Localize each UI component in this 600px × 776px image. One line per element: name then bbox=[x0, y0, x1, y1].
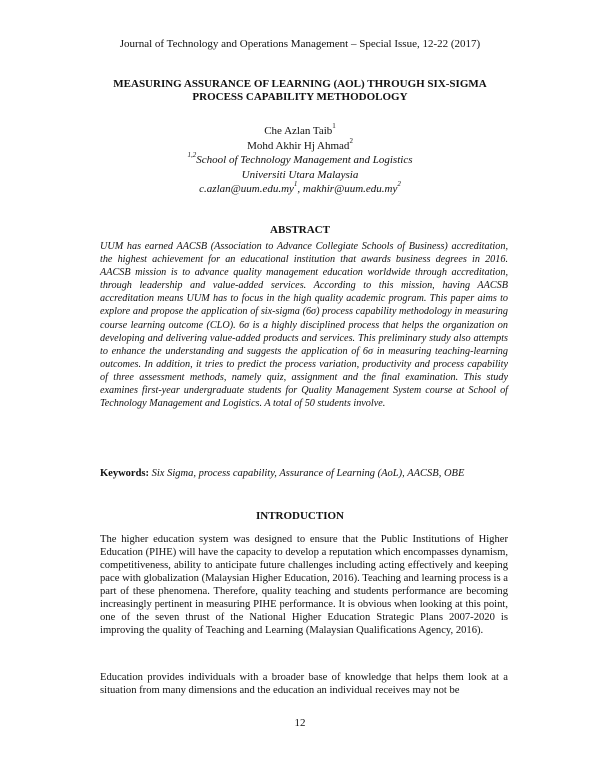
email-1[interactable]: c.azlan@uum.edu.my bbox=[199, 183, 294, 195]
emails bbox=[0, 182, 600, 197]
abstract-heading: ABSTRACT bbox=[270, 224, 330, 236]
author-block bbox=[0, 124, 600, 197]
paper-title: MEASURING ASSURANCE OF LEARNING (AOL) THROUGH SIX-SIGMA PROCESS CAPABILITY METHODOLOGY bbox=[113, 78, 487, 103]
affiliation-text: School of Technology Management and Logistics bbox=[196, 154, 413, 166]
email-2-sup: 2 bbox=[397, 180, 401, 189]
affiliation bbox=[0, 153, 600, 168]
author-1-name: Che Azlan Taib bbox=[264, 125, 333, 137]
keywords-label: Keywords: bbox=[100, 468, 149, 479]
author-1-sup: 1 bbox=[332, 122, 336, 131]
university: Universiti Utara Malaysia bbox=[241, 168, 359, 181]
email-1-sup: 1 bbox=[293, 180, 298, 189]
journal-header: Journal of Technology and Operations Management – Special Issue, 12-22 (2017) bbox=[119, 38, 481, 50]
page-number: 12 bbox=[294, 717, 306, 729]
keywords-value: Six Sigma, process capability, Assurance of Learning (AoL), AACSB, OBE bbox=[151, 468, 465, 479]
introduction-paragraph-2: Education provides individuals with a broader base of knowledge that helps them look at a situation from many dimensions and the education an individual receives may not be bbox=[100, 672, 508, 697]
author-2 bbox=[0, 136, 600, 154]
author-1 bbox=[0, 124, 600, 139]
introduction-paragraph-1: The higher education system was designed to ensure that the Public Institutions of Higher Education (PIHE) will have the capacity to develop a reputation which encompasses dynamism, competitiveness, ability to anticipate future challenges including acting effectively and keeping pace with globalization (Malaysian Higher Education, 2016). Teaching and learning process is a part of these phenomena. Therefore, quality teaching and students performance are becoming increasingly pertinent in measuring PIHE performance. It is obvious when looking at this point, one of the seven thrust of the National Higher Education Strategic Plans 2007-2020 is improving the quality of Teaching and Learning (Malaysian Qualifications Agency, 2016). bbox=[100, 534, 508, 637]
abstract-text: UUM has earned AACSB (Association to Advance Collegiate Schools of Business) accreditation, the highest achievement for an educational institution that awards business degrees in 2016. AACSB mission is to advance quality management education worldwide through accreditation, through leadership and value-added services. According to this mission, having AACSB accreditation means UUM has to focus in the high quality academic program. This paper aims to explore and propose the application of six-sigma (6σ) process capability methodology in measuring course learning outcome (CLO). 6σ is a highly disciplined process that helps the organization on developing and delivering value-added products and services. This preliminary study also attempts to enhance the understanding and suggests the application of 6σ in measuring teaching-learning outcomes. In addition, it tries to predict the process variation, productivity and process capability of three assessment methods, namely quiz, assignment and the final examination. This study examines first-year undergraduate students for Quality Management System course at School of Technology Management and Logistics. A total of 50 students involve. bbox=[100, 241, 508, 410]
affiliation-sup: 1,2 bbox=[187, 151, 197, 160]
email-2[interactable]: makhir@uum.edu.my bbox=[302, 183, 398, 195]
author-2-sup: 2 bbox=[349, 136, 353, 145]
introduction-heading: INTRODUCTION bbox=[255, 510, 344, 522]
email-separator: , bbox=[297, 183, 303, 195]
keywords bbox=[100, 467, 510, 480]
author-2-name: Mohd Akhir Hj Ahmad bbox=[247, 139, 350, 152]
